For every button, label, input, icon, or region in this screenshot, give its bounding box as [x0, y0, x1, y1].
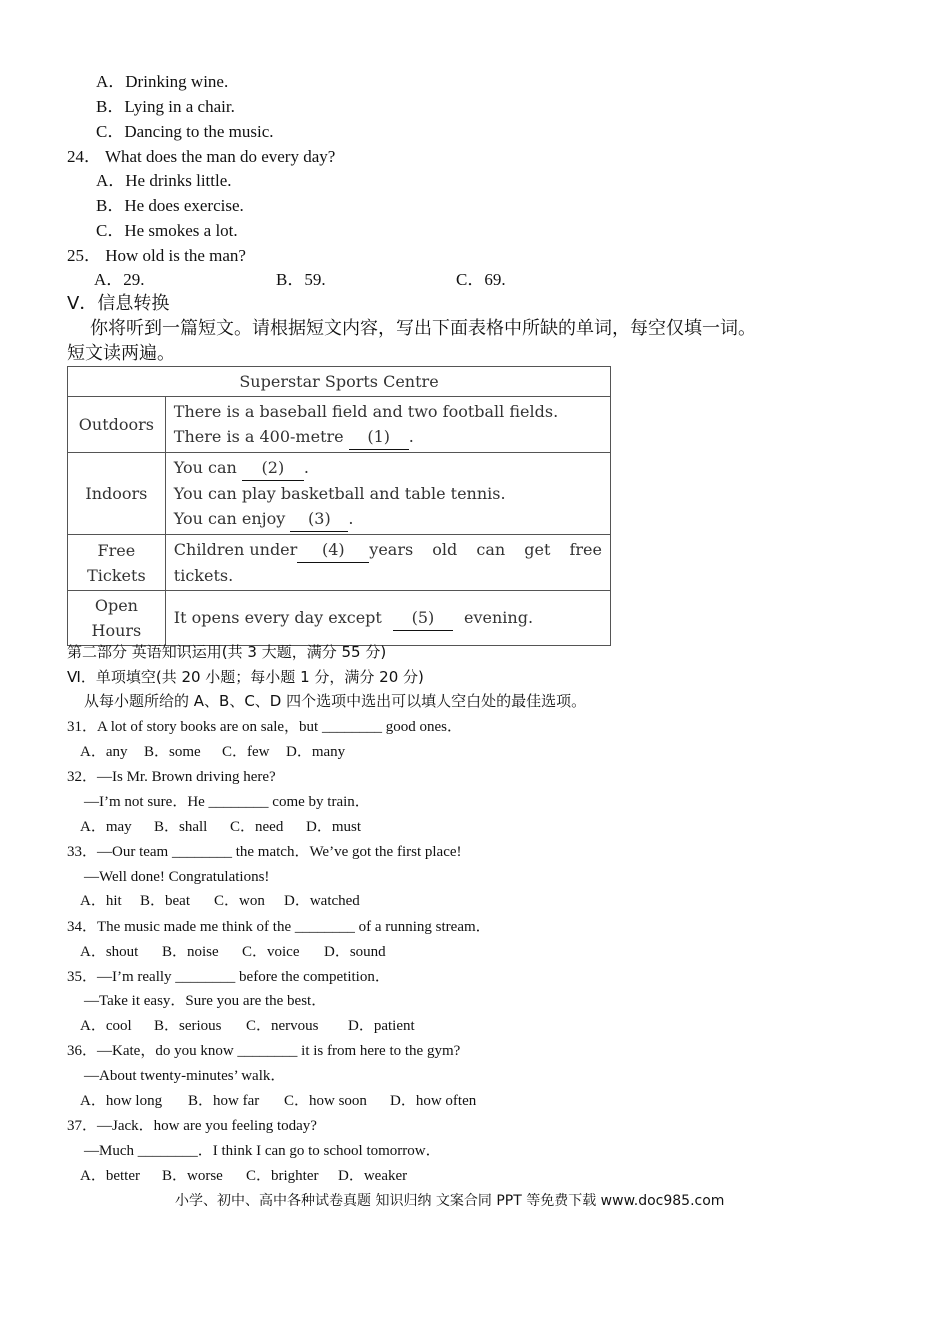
q32-stem: 32．—Is Mr. Brown driving here? — [67, 769, 276, 785]
blank-5: (5) — [393, 605, 453, 631]
q31-options: A．any B．some C．few D．many — [80, 744, 346, 760]
table-title: Superstar Sports Centre — [68, 367, 611, 397]
q36-reply: —About twenty-minutes’ walk． — [84, 1068, 286, 1084]
q37-stem: 37．—Jack．how are you feeling today? — [67, 1118, 317, 1134]
q25-option-b: B．59. — [276, 270, 326, 289]
section5-instruction-2: 短文读两遍。 — [67, 343, 175, 364]
q37-reply: —Much ________．I think I can go to school tomorrow． — [84, 1143, 441, 1159]
q34-options: A．shout B．noise C．voice D．sound — [80, 944, 386, 960]
section6-instruction: 从每小题所给的 A、B、C、D 四个选项中选出可以填人空白处的最佳选项。 — [84, 692, 587, 710]
indoors-line-3: You can enjoy (3) . — [174, 506, 602, 532]
outdoors-label: Outdoors — [68, 397, 166, 453]
blank-1: (1) — [349, 424, 409, 450]
q24-stem: 24． What does the man do every day? — [67, 147, 336, 166]
free-line-1: Children under (4) years old can get free — [174, 537, 602, 563]
page-footer: 小学、初中、高中各种试卷真题 知识归纳 文案合同 PPT 等免费下载 www.doc985.com — [175, 1193, 725, 1209]
q23-option-c: C．Dancing to the music. — [96, 122, 274, 141]
q23-option-b: B．Lying in a chair. — [96, 97, 235, 116]
free-line-2: tickets. — [173, 566, 234, 585]
q25-stem: 25． How old is the man? — [67, 246, 246, 265]
free-tickets-label: Free Tickets — [68, 535, 166, 591]
q33-reply: —Well done! Congratulations! — [84, 869, 270, 885]
indoors-line-1: You can (2) . — [174, 455, 602, 481]
open-hours-label: Open Hours — [68, 591, 166, 646]
q33-stem: 33．—Our team ________ the match．We’ve got the first place! — [67, 844, 462, 860]
q35-stem: 35．—I’m really ________ before the competition． — [67, 969, 390, 985]
q35-reply: —Take it easy．Sure you are the best． — [84, 993, 327, 1009]
blank-4: (4) — [297, 537, 369, 563]
section6-heading: Ⅵ．单项填空(共 20 小题；每小题 1 分，满分 20 分) — [67, 668, 424, 686]
outdoors-line-1: There is a baseball field and two football fields. — [173, 402, 559, 421]
q36-options: A．how long B．how far C．how soon D．how often — [80, 1093, 477, 1109]
q24-option-c: C．He smokes a lot. — [96, 221, 238, 240]
q34-stem: 34．The music made me think of the ________ of a running stream． — [67, 919, 491, 935]
q37-options: A．better B．worse C．brighter D．weaker — [80, 1168, 408, 1184]
open-hours-cell: It opens every day except (5) evening. — [165, 591, 610, 646]
q32-options: A．may B．shall C．need D．must — [80, 819, 362, 835]
outdoors-line-2: There is a 400-metre (1) . — [174, 424, 602, 450]
outdoors-cell — [165, 397, 610, 453]
q24-option-b: B．He does exercise. — [96, 196, 244, 215]
q33-options: A．hit B．beat C．won D．watched — [80, 893, 360, 909]
q35-options: A．cool B．serious C．nervous D．patient — [80, 1018, 415, 1034]
q25-option-a: A．29. — [94, 270, 145, 289]
blank-3: (3) — [290, 506, 348, 532]
indoors-cell — [165, 453, 610, 535]
q25-option-c: C．69. — [456, 270, 506, 289]
info-table — [67, 366, 611, 646]
section5-heading: Ⅴ．信息转换 — [67, 293, 170, 314]
q23-option-a: A．Drinking wine. — [96, 72, 229, 91]
part2-heading: 第二部分 英语知识运用(共 3 大题，满分 55 分) — [67, 643, 387, 661]
q24-option-a: A．He drinks little. — [96, 171, 232, 190]
section5-instruction-1: 你将听到一篇短文。请根据短文内容，写出下面表格中所缺的单词，每空仅填一词。 — [90, 318, 756, 339]
q31-stem: 31．A lot of story books are on sale，but ________ good ones． — [67, 719, 462, 735]
indoors-line-2: You can play basketball and table tennis. — [173, 484, 506, 503]
indoors-label: Indoors — [68, 453, 166, 535]
free-tickets-cell — [165, 535, 610, 591]
q36-stem: 36．—Kate，do you know ________ it is from here to the gym? — [67, 1043, 461, 1059]
q32-reply: —I’m not sure．He ________ come by train． — [84, 794, 370, 810]
blank-2: (2) — [242, 455, 304, 481]
